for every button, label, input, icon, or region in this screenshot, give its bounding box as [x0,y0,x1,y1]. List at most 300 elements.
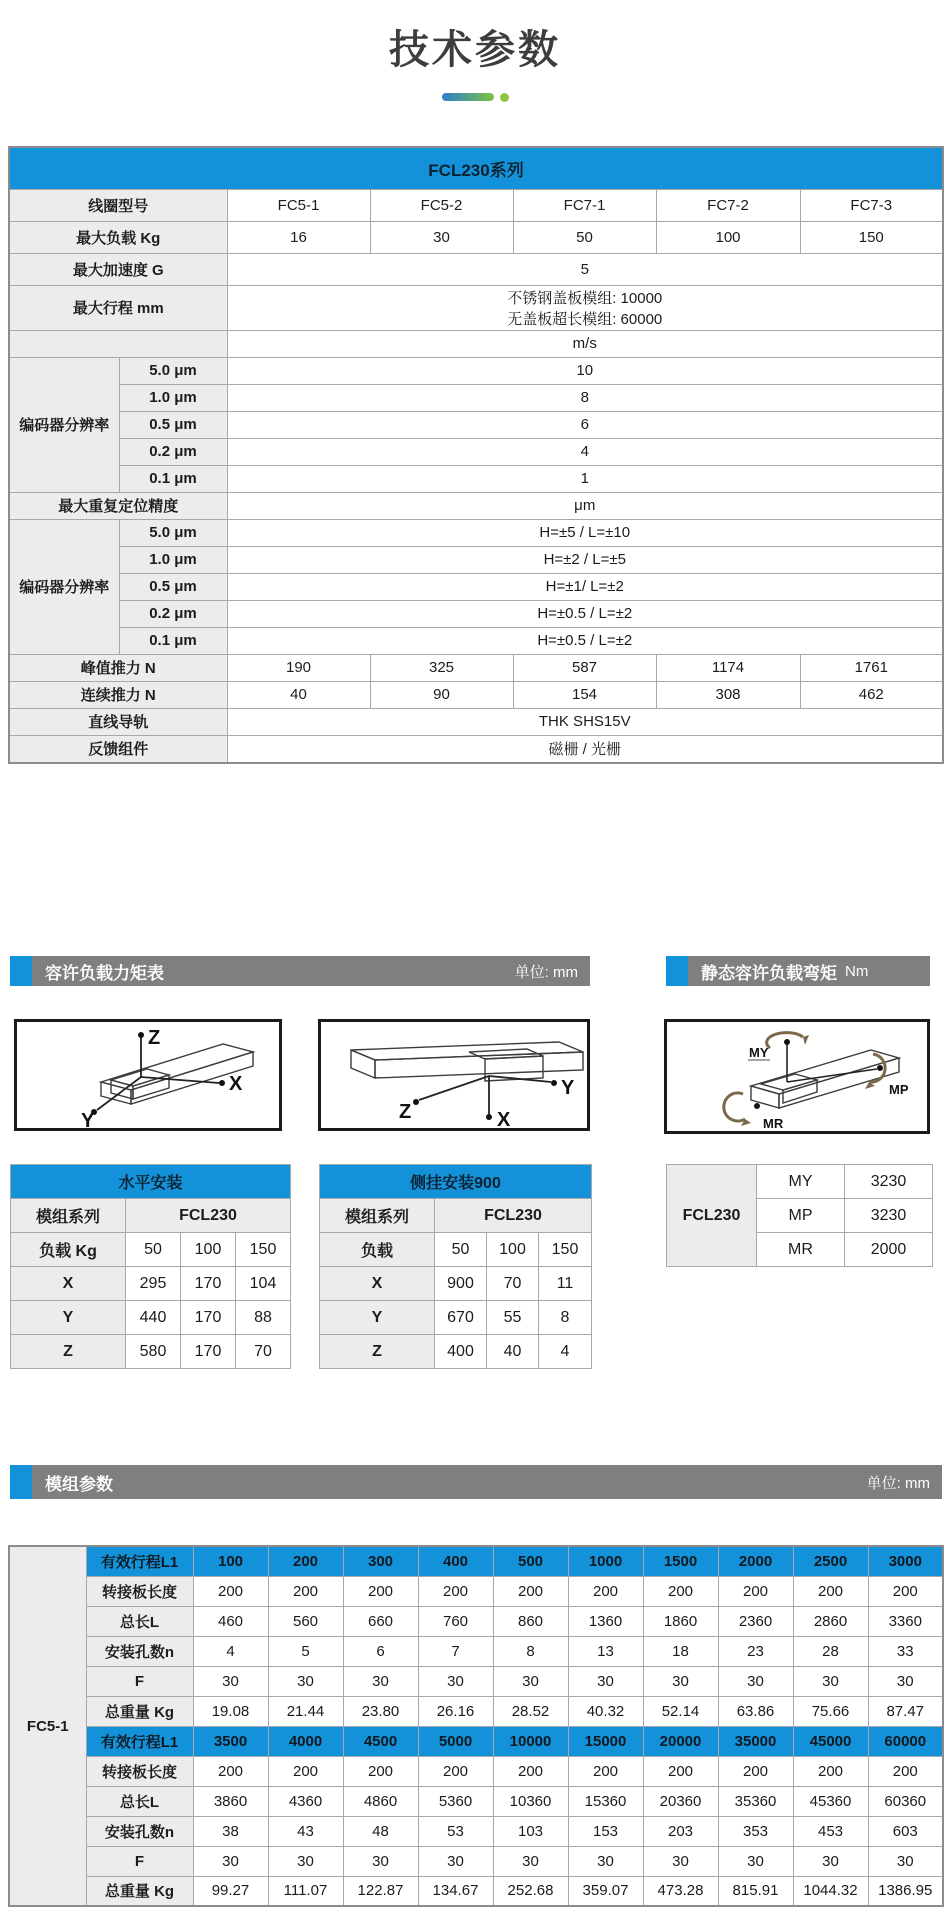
table-row [9,411,943,438]
diagram-row [8,1019,950,1134]
table-cell: 150 [539,1233,592,1267]
table-cell: 有效行程L1 [86,1726,193,1756]
table-cell: 5 [268,1636,343,1666]
table-cell: 2000 [845,1233,933,1267]
table-cell: 总重量 Kg [86,1876,193,1906]
table-cell: Y [320,1301,435,1335]
table-row [9,708,943,735]
table-cell: 453 [793,1816,868,1846]
table-cell: X [11,1267,126,1301]
table-cell: 200 [418,1576,493,1606]
section-title: 模组参数 [45,1474,113,1494]
table-cell: 300 [343,1546,418,1576]
table-cell: 587 [513,654,656,681]
table-cell: 总长L [86,1606,193,1636]
table-cell: 30 [568,1666,643,1696]
table-cell: 13 [568,1636,643,1666]
module-table-wrap [8,1545,950,1907]
table-row [9,654,943,681]
section-title: 静态容许负载弯矩 [701,963,837,983]
table-cell: 最大重复定位精度 [9,492,227,519]
table-cell: 编码器分辨率 [9,519,119,654]
table-cell: 20360 [643,1786,718,1816]
table-row [9,147,943,189]
table-cell: 0.2 μm [119,600,227,627]
table-row [9,285,943,330]
table-cell: 1174 [656,654,800,681]
table-cell: 5360 [418,1786,493,1816]
table-cell: 30 [868,1846,943,1876]
table-cell: 150 [800,221,943,253]
table-cell: 38 [193,1816,268,1846]
table-cell: 88 [236,1301,291,1335]
xyz-axes-rail-icon [17,1022,279,1128]
table-cell: 4360 [268,1786,343,1816]
spec-table-wrap [8,146,950,764]
table-row [9,330,943,357]
table-cell: 100 [181,1233,236,1267]
table-cell: 860 [493,1606,568,1636]
table-cell: 400 [435,1335,487,1369]
table-row [9,600,943,627]
xyz-axes-rail-icon [321,1022,587,1128]
table-cell: 200 [343,1576,418,1606]
table-row [9,1696,943,1726]
side-mount-table [319,1164,592,1369]
table-row [320,1301,592,1335]
table-cell: THK SHS15V [227,708,943,735]
table-cell: 200 [343,1756,418,1786]
horizontal-mount-diagram [14,1019,282,1131]
table-cell: 8 [493,1636,568,1666]
table-cell: 5 [227,253,943,285]
table-cell: X [320,1267,435,1301]
table-cell: 4 [227,438,943,465]
table-cell: 30 [643,1846,718,1876]
table-cell: 19.08 [193,1696,268,1726]
table-cell: 水平安装 [11,1165,291,1199]
table-cell: 70 [487,1267,539,1301]
table-cell: 111.07 [268,1876,343,1906]
section-unit: 单位: mm [514,963,578,981]
table-row [11,1301,291,1335]
table-cell: 154 [513,681,656,708]
table-row [9,546,943,573]
table-cell: 100 [193,1546,268,1576]
table-cell: 30 [718,1846,793,1876]
blue-accent-icon [8,1465,32,1499]
table-cell: FCL230 [435,1199,592,1233]
table-row [9,1726,943,1756]
table-cell: 3500 [193,1726,268,1756]
table-cell: 30 [568,1846,643,1876]
table-cell: 60000 [868,1726,943,1756]
table-cell: 线圈型号 [9,189,227,221]
table-cell: 转接板长度 [86,1756,193,1786]
table-cell: 200 [493,1576,568,1606]
table-row [320,1233,592,1267]
divider-line [442,93,494,101]
table-row [9,1816,943,1846]
table-row [11,1199,291,1233]
table-cell: FC5-1 [227,189,370,221]
table-row [320,1199,592,1233]
table-cell: 660 [343,1606,418,1636]
table-row [9,221,943,253]
table-cell: 安装孔数n [86,1636,193,1666]
table-cell: 200 [793,1576,868,1606]
table-cell: 1360 [568,1606,643,1636]
table-cell: 1044.32 [793,1876,868,1906]
table-cell: 40 [227,681,370,708]
table-cell: 40.32 [568,1696,643,1726]
table-cell: 359.07 [568,1876,643,1906]
table-cell: 43 [268,1816,343,1846]
table-cell: m/s [227,330,943,357]
table-cell: 462 [800,681,943,708]
table-cell: 30 [370,221,513,253]
table-cell: 2860 [793,1606,868,1636]
table-cell: 10000 [493,1726,568,1756]
table-row [320,1335,592,1369]
table-cell: 200 [268,1756,343,1786]
table-cell: 1860 [643,1606,718,1636]
table-cell: FCL230 [667,1165,757,1267]
load-moment-section-bar [8,956,590,986]
table-cell: 200 [493,1756,568,1786]
table-cell: 最大加速度 G [9,253,227,285]
table-cell: 30 [643,1666,718,1696]
table-cell: 18 [643,1636,718,1666]
table-cell: 30 [718,1666,793,1696]
axis-z-label: Z [148,1027,161,1049]
mount-tables-row [8,1164,950,1369]
side-mount-diagram [318,1019,590,1131]
table-row [9,1786,943,1816]
table-cell: 30 [793,1846,868,1876]
table-cell: 122.87 [343,1876,418,1906]
table-cell: FCL230系列 [9,147,943,189]
table-cell: 模组系列 [11,1199,126,1233]
section-bars [8,956,942,986]
table-cell: 200 [193,1576,268,1606]
table-cell: 0.2 μm [119,438,227,465]
table-cell: 30 [268,1846,343,1876]
module-params-table [8,1545,950,1907]
table-cell: 200 [268,1576,343,1606]
table-cell: 1386.95 [868,1876,943,1906]
title-divider [0,92,950,102]
table-cell: 75.66 [793,1696,868,1726]
table-cell: 560 [268,1606,343,1636]
table-cell: 1.0 μm [119,546,227,573]
table-cell: 200 [568,1756,643,1786]
table-cell: 转接板长度 [86,1576,193,1606]
table-cell: 1500 [643,1546,718,1576]
data-grid [666,1164,933,1267]
table-cell: H=±0.5 / L=±2 [227,600,943,627]
table-cell: 40 [487,1335,539,1369]
data-grid [319,1164,592,1369]
axis-y-label: Y [561,1077,575,1099]
table-cell: 104 [236,1267,291,1301]
table-cell: 190 [227,654,370,681]
table-cell: 2360 [718,1606,793,1636]
axis-y-label: Y [81,1110,95,1128]
table-row [9,681,943,708]
table-cell: 2000 [718,1546,793,1576]
table-cell: 473.28 [643,1876,718,1906]
table-cell: 4 [193,1636,268,1666]
table-cell: 有效行程L1 [86,1546,193,1576]
table-cell: 150 [236,1233,291,1267]
table-row [11,1165,291,1199]
table-cell: 200 [718,1576,793,1606]
table-row [9,438,943,465]
table-cell: 200 [418,1756,493,1786]
static-moment-table [666,1164,933,1267]
table-cell: 153 [568,1816,643,1846]
table-cell: 90 [370,681,513,708]
table-cell: 11 [539,1267,592,1301]
table-row [9,384,943,411]
table-cell: 6 [227,411,943,438]
table-cell: 3230 [845,1165,933,1199]
table-row [9,253,943,285]
table-cell: FC7-2 [656,189,800,221]
table-cell: 总长L [86,1786,193,1816]
table-cell: MR [757,1233,845,1267]
table-cell: 反馈组件 [9,735,227,763]
axis-x-label: X [497,1109,511,1128]
spec-table [8,146,950,764]
module-params-section-bar [8,1465,942,1499]
table-cell: 4000 [268,1726,343,1756]
table-cell: 295 [126,1267,181,1301]
table-cell: 30 [343,1666,418,1696]
table-cell: 200 [268,1546,343,1576]
table-cell: H=±5 / L=±10 [227,519,943,546]
static-moment-section-bar [664,956,930,986]
table-cell: 磁栅 / 光栅 [227,735,943,763]
table-cell: 8 [539,1301,592,1335]
table-cell: 4500 [343,1726,418,1756]
table-cell: 50 [126,1233,181,1267]
table-cell: 0.1 μm [119,465,227,492]
table-cell: 30 [418,1666,493,1696]
table-cell: 0.5 μm [119,573,227,600]
table-cell: 103 [493,1816,568,1846]
table-cell: 0.5 μm [119,411,227,438]
table-cell: FC5-2 [370,189,513,221]
table-row [11,1233,291,1267]
data-grid [8,1545,944,1907]
table-cell: 100 [487,1233,539,1267]
table-cell: 33 [868,1636,943,1666]
table-cell: F [86,1666,193,1696]
table-cell: 200 [793,1756,868,1786]
page-title: 技术参数 [389,28,561,72]
table-cell: 总重量 Kg [86,1696,193,1726]
table-cell: 5.0 μm [119,357,227,384]
table-cell: 200 [193,1756,268,1786]
table-cell: 815.91 [718,1876,793,1906]
table-cell: 50 [435,1233,487,1267]
table-cell: 15000 [568,1726,643,1756]
table-cell: MP [757,1199,845,1233]
table-cell: 200 [868,1756,943,1786]
table-cell: 500 [493,1546,568,1576]
table-row [9,1576,943,1606]
table-cell: 900 [435,1267,487,1301]
table-cell: 30 [493,1846,568,1876]
table-cell: 7 [418,1636,493,1666]
table-cell: 30 [868,1666,943,1696]
table-cell: 134.67 [418,1876,493,1906]
table-cell: 4 [539,1335,592,1369]
table-cell: 200 [868,1576,943,1606]
section-unit: 单位: mm [866,1474,930,1492]
table-cell: 30 [343,1846,418,1876]
table-cell: 3000 [868,1546,943,1576]
table-row [9,1546,943,1576]
table-cell: 编码器分辨率 [9,357,119,492]
table-row [9,573,943,600]
table-cell: F [86,1846,193,1876]
table-cell: 20000 [643,1726,718,1756]
table-cell: 30 [493,1666,568,1696]
table-cell: 不锈钢盖板模组: 10000 无盖板超长模组: 60000 [227,285,943,330]
table-cell: H=±2 / L=±5 [227,546,943,573]
table-cell: 200 [643,1756,718,1786]
table-cell: 1 [227,465,943,492]
table-cell: 16 [227,221,370,253]
table-row [9,735,943,763]
table-cell: Z [11,1335,126,1369]
section-title: 容许负载力矩表 [45,963,164,983]
table-cell: 87.47 [868,1696,943,1726]
table-cell: 1761 [800,654,943,681]
table-cell: 30 [418,1846,493,1876]
table-cell: 4860 [343,1786,418,1816]
table-cell: μm [227,492,943,519]
table-cell: 353 [718,1816,793,1846]
table-cell: 400 [418,1546,493,1576]
table-cell: 直线导轨 [9,708,227,735]
table-cell: 10360 [493,1786,568,1816]
table-cell: 安装孔数n [86,1816,193,1846]
table-cell: 侧挂安装900 [320,1165,592,1199]
table-cell: 200 [718,1756,793,1786]
table-cell: FC7-3 [800,189,943,221]
data-grid [10,1164,291,1369]
table-cell: 603 [868,1816,943,1846]
table-cell: 30 [193,1846,268,1876]
table-cell: 15360 [568,1786,643,1816]
table-cell: 3860 [193,1786,268,1816]
table-row [9,357,943,384]
table-cell: 最大行程 mm [9,285,227,330]
blue-accent-icon [8,956,32,986]
table-cell: 170 [181,1335,236,1369]
table-cell: Z [320,1335,435,1369]
table-cell: FC7-1 [513,189,656,221]
table-cell: 170 [181,1301,236,1335]
table-row [9,492,943,519]
table-cell: 最大负载 Kg [9,221,227,253]
table-cell: MY [757,1165,845,1199]
table-row [9,1876,943,1906]
table-cell: 325 [370,654,513,681]
data-grid [8,146,944,764]
table-cell: 1000 [568,1546,643,1576]
blue-accent-icon [664,956,688,986]
table-cell: 21.44 [268,1696,343,1726]
table-cell: 63.86 [718,1696,793,1726]
table-row [320,1165,592,1199]
moment-my-label: MY [749,1045,769,1060]
table-row [9,519,943,546]
table-cell: 35360 [718,1786,793,1816]
table-cell: 440 [126,1301,181,1335]
moment-mr-label: MR [763,1116,784,1131]
table-cell: 30 [193,1666,268,1696]
table-cell: 2500 [793,1546,868,1576]
table-cell: 50 [513,221,656,253]
table-cell: 负载 Kg [11,1233,126,1267]
table-cell: 670 [435,1301,487,1335]
table-row [9,1666,943,1696]
table-cell: 308 [656,681,800,708]
moment-arrows-rail-icon [667,1022,927,1131]
axis-x-label: X [229,1073,243,1095]
table-row [667,1165,933,1199]
table-cell: 460 [193,1606,268,1636]
divider-dot-icon [500,93,509,102]
table-cell: 26.16 [418,1696,493,1726]
table-cell: 203 [643,1816,718,1846]
table-cell: 45000 [793,1726,868,1756]
table-cell: 200 [568,1576,643,1606]
table-row [9,1846,943,1876]
table-cell: Y [11,1301,126,1335]
axis-z-label: Z [399,1101,412,1123]
table-cell: 23 [718,1636,793,1666]
table-cell: 200 [643,1576,718,1606]
table-cell: 53 [418,1816,493,1846]
table-cell: 760 [418,1606,493,1636]
table-cell: 170 [181,1267,236,1301]
table-cell: 连续推力 N [9,681,227,708]
table-row [11,1267,291,1301]
horizontal-mount-table [10,1164,291,1369]
table-row [9,189,943,221]
table-cell: FCL230 [126,1199,291,1233]
table-cell: 3360 [868,1606,943,1636]
table-cell: 45360 [793,1786,868,1816]
table-cell: 30 [268,1666,343,1696]
table-cell: 28 [793,1636,868,1666]
table-cell: 252.68 [493,1876,568,1906]
table-cell: 52.14 [643,1696,718,1726]
table-cell: 8 [227,384,943,411]
table-cell: 5000 [418,1726,493,1756]
table-cell: 35000 [718,1726,793,1756]
table-cell: 23.80 [343,1696,418,1726]
table-cell: H=±1/ L=±2 [227,573,943,600]
table-cell: 99.27 [193,1876,268,1906]
table-cell: 55 [487,1301,539,1335]
